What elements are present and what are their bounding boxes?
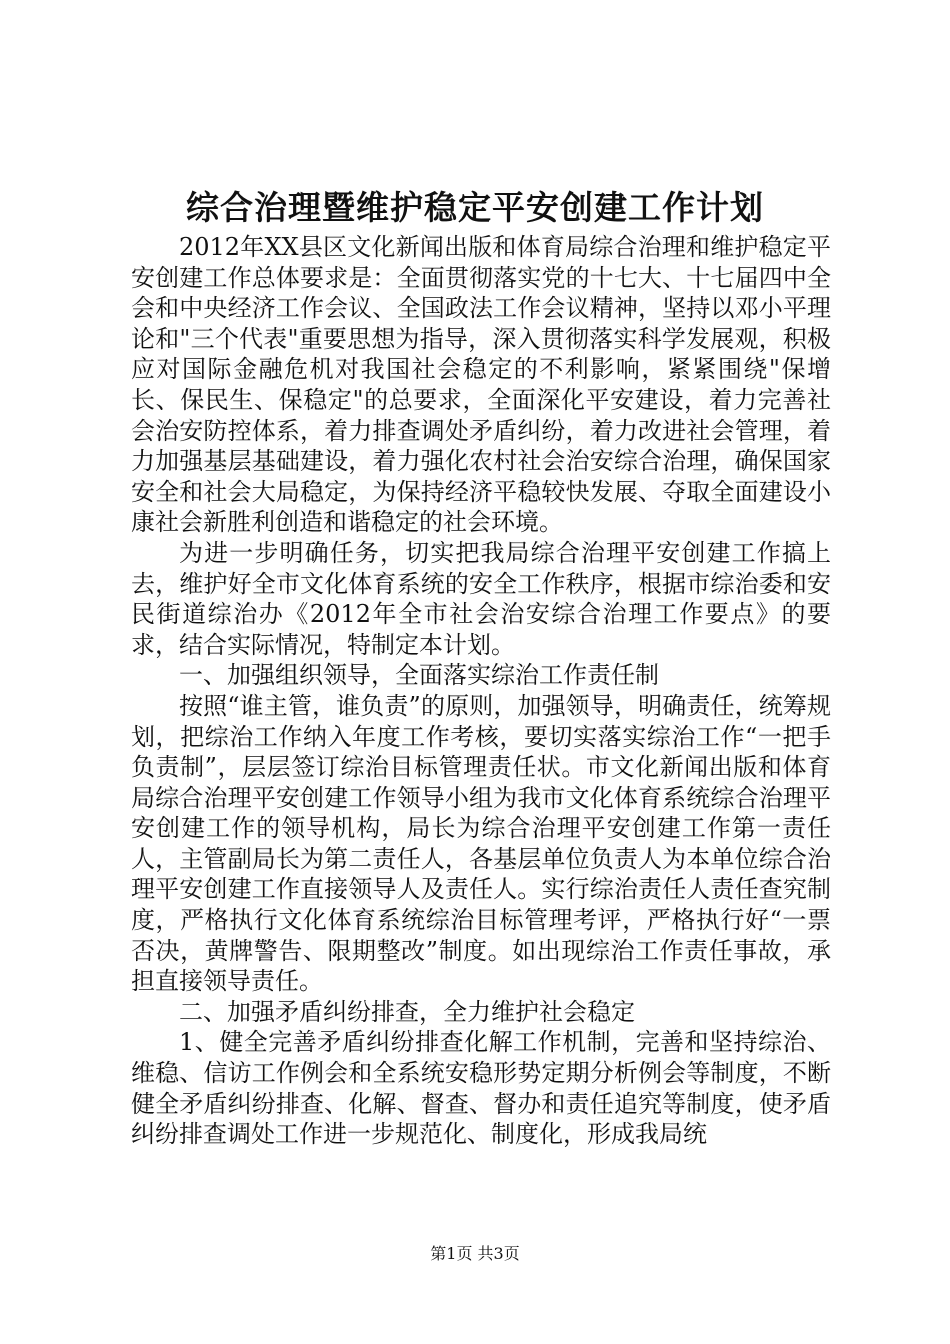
paragraph-section-2-item-1: 1、健全完善矛盾纠纷排查化解工作机制，完善和坚持综治、维稳、信访工作例会和全系统安稳形势定期分析例会等制度，不断健全矛盾纠纷排查、化解、督查、督办和责任追究等制度，使矛盾纠纷排查调处工作进一步规范化、制度化，形成我局统 xyxy=(131,1028,831,1149)
document-title: 综合治理暨维护稳定平安创建工作计划 xyxy=(186,188,764,227)
document-body xyxy=(131,232,831,1150)
paragraph-purpose: 为进一步明确任务，切实把我局综合治理平安创建工作搞上去，维护好全市文化体育系统的安全工作秩序，根据市综治委和安民街道综治办《2012年全市社会治安综合治理工作要点》的要求，结合实际情况，特制定本计划。 xyxy=(131,538,831,659)
paragraph-intro: 2012年XX县区文化新闻出版和体育局综合治理和维护稳定平安创建工作总体要求是：全面贯彻落实党的十七大、十七届四中全会和中央经济工作会议、全国政法工作会议精神，坚持以邓小平理论和"三个代表"重要思想为指导，深入贯彻落实科学发展观，积极应对国际金融危机对我国社会稳定的不利影响，紧紧围绕"保增长、保民生、保稳定"的总要求，全面深化平安建设，着力完善社会治安防控体系，着力排查调处矛盾纠纷，着力改进社会管理，着力加强基层基础建设，着力强化农村社会治安综合治理，确保国家安全和社会大局稳定，为保持经济平稳较快发展、夺取全面建设小康社会新胜利创造和谐稳定的社会环境。 xyxy=(131,233,831,537)
section-heading-2: 二、加强矛盾纠纷排查，全力维护社会稳定 xyxy=(179,997,635,1026)
paragraph-section-1: 按照“谁主管，谁负责”的原则，加强领导，明确责任，统筹规划，把综治工作纳入年度工作考核，要切实落实综治工作“一把手负责制”，层层签订综治目标管理责任状。市文化新闻出版和体育局综合治理平安创建工作领导小组为我市文化体育系统综合治理平安创建工作的领导机构，局长为综合治理平安创建工作第一责任人，主管副局长为第二责任人，各基层单位负责人为本单位综合治理平安创建工作直接领导人及责任人。实行综治责任人责任查究制度，严格执行文化体育系统综治目标管理考评，严格执行好“一票否决，黄牌警告、限期整改”制度。如出现综治工作责任事故，承担直接领导责任。 xyxy=(131,691,831,996)
page-footer: 第1页 共3页 xyxy=(430,1244,520,1263)
section-heading-1: 一、加强组织领导，全面落实综治工作责任制 xyxy=(179,661,659,690)
